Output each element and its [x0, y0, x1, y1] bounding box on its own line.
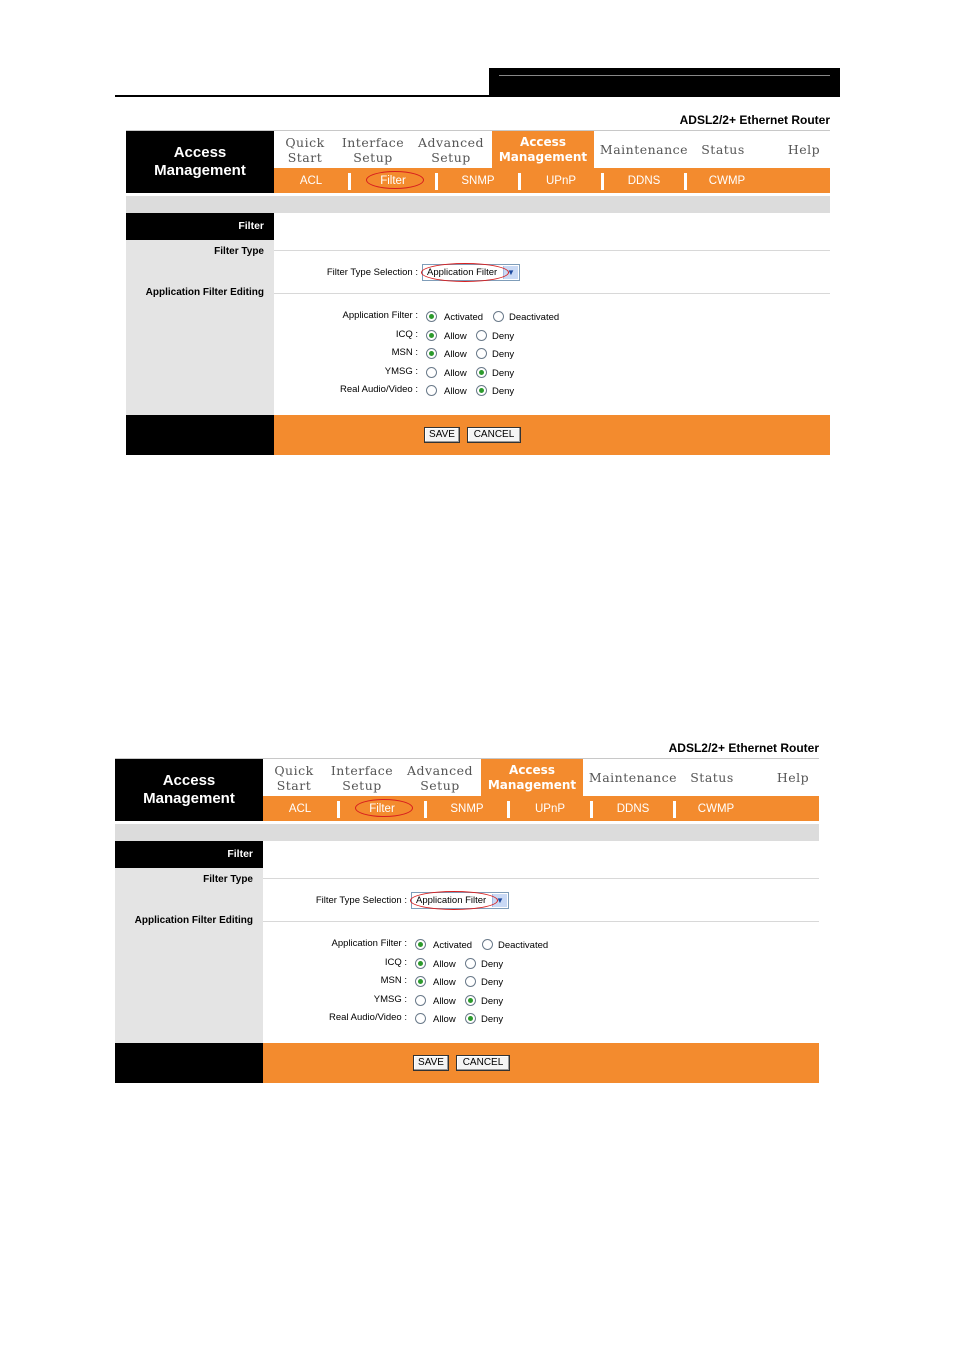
radio-option-1-label: Allow [444, 349, 467, 360]
editing-label: Application Filter Editing [145, 287, 264, 298]
filter-type-label: Filter Type [214, 246, 264, 257]
nav-status[interactable]: Status [701, 142, 745, 157]
radio-option-1-label: Allow [444, 367, 467, 379]
filter-type-select[interactable]: Application Filter ▼ [411, 892, 509, 909]
radio-option-1-label: Allow [433, 995, 456, 1007]
radio-option-2[interactable] [493, 311, 504, 322]
radio-option-1[interactable] [415, 995, 426, 1006]
chevron-down-icon[interactable]: ▼ [492, 894, 507, 907]
radio-option-1-label: Allow [433, 977, 456, 988]
radio-option-1[interactable] [426, 385, 437, 396]
subnav-ddns[interactable]: DDNS [627, 174, 661, 187]
radio-option-1-label: Allow [444, 330, 467, 342]
radio-option-2[interactable] [482, 939, 493, 950]
radio-option-1[interactable] [426, 330, 437, 341]
nav-advanced-setup[interactable]: Advanced Setup [418, 134, 484, 165]
option-label: MSN : [380, 975, 407, 986]
option-label: Real Audio/Video : [340, 384, 418, 395]
subnav-filter[interactable]: Filter [380, 174, 406, 187]
form-panel [274, 213, 830, 415]
page-header-bar [489, 68, 840, 97]
nav-help[interactable]: Help [776, 770, 810, 785]
product-name: ADSL2/2+ Ethernet Router [668, 741, 819, 755]
subnav-upnp[interactable]: UPnP [545, 174, 577, 187]
radio-option-2-label: Deny [481, 977, 504, 988]
radio-option-2-label: Deny [492, 386, 515, 397]
option-label: MSN : [391, 347, 418, 358]
radio-option-2[interactable] [476, 385, 487, 396]
cancel-button[interactable]: CANCEL [467, 427, 521, 443]
option-label: Application Filter : [331, 938, 407, 949]
nav-maintenance[interactable]: Maintenance [599, 142, 689, 157]
section-logo: Access Management [115, 759, 263, 821]
filter-section-tab: Filter [115, 841, 263, 868]
save-button[interactable]: SAVE [413, 1055, 449, 1071]
sub-nav [263, 796, 819, 821]
radio-option-2-label: Deny [481, 1014, 504, 1025]
subnav-cwmp[interactable]: CWMP [697, 802, 735, 815]
radio-option-2-label: Deny [492, 367, 515, 379]
subnav-snmp[interactable]: SNMP [450, 802, 484, 815]
subnav-acl[interactable]: ACL [288, 802, 312, 815]
subnav-filter[interactable]: Filter [369, 802, 395, 815]
filter-section-tab: Filter [126, 213, 274, 240]
left-panel [115, 868, 263, 1043]
radio-option-2-label: Deny [492, 330, 515, 342]
nav-access-management[interactable]: Access Management [492, 131, 594, 168]
radio-option-1[interactable] [426, 348, 437, 359]
option-label: ICQ : [384, 956, 407, 968]
nav-interface-setup[interactable]: Interface Setup [341, 134, 405, 165]
radio-option-2-label: Deny [481, 958, 504, 970]
radio-option-1[interactable] [426, 367, 437, 378]
radio-option-2[interactable] [476, 330, 487, 341]
radio-option-1[interactable] [415, 958, 426, 969]
radio-option-1[interactable] [415, 939, 426, 950]
radio-option-2-label: Deny [481, 995, 504, 1007]
subnav-snmp[interactable]: SNMP [461, 174, 495, 187]
nav-interface-setup[interactable]: Interface Setup [330, 762, 394, 793]
filter-type-selection-label: Filter Type Selection : [326, 267, 418, 278]
chevron-down-icon[interactable]: ▼ [503, 266, 518, 279]
radio-option-2[interactable] [465, 976, 476, 987]
filter-type-select[interactable]: Application Filter ▼ [422, 264, 520, 281]
radio-option-2[interactable] [476, 348, 487, 359]
radio-option-2-label: Deny [492, 349, 515, 360]
nav-help[interactable]: Help [787, 142, 821, 157]
radio-option-1-label: Activated [433, 940, 473, 951]
radio-option-1[interactable] [415, 976, 426, 987]
highlight-ring [366, 171, 424, 189]
filter-type-selection-label: Filter Type Selection : [315, 895, 407, 906]
highlight-ring [410, 891, 498, 910]
option-label: Application Filter : [342, 310, 418, 321]
radio-option-1-label: Allow [444, 386, 467, 397]
subnav-ddns[interactable]: DDNS [616, 802, 650, 815]
radio-option-1[interactable] [426, 311, 437, 322]
editing-label: Application Filter Editing [134, 915, 253, 926]
router-screenshot-1 [126, 113, 830, 455]
radio-option-2[interactable] [465, 1013, 476, 1024]
nav-quick-start[interactable]: Quick Start [274, 762, 314, 793]
cancel-button[interactable]: CANCEL [456, 1055, 510, 1071]
filter-type-label: Filter Type [203, 874, 253, 885]
product-name: ADSL2/2+ Ethernet Router [679, 113, 830, 127]
option-label: ICQ : [395, 328, 418, 340]
option-label: YMSG : [384, 365, 418, 377]
radio-option-1-label: Allow [433, 1014, 456, 1025]
subnav-acl[interactable]: ACL [299, 174, 323, 187]
nav-status[interactable]: Status [690, 770, 734, 785]
subnav-upnp[interactable]: UPnP [534, 802, 566, 815]
radio-option-2[interactable] [476, 367, 487, 378]
router-screenshot-2 [115, 741, 819, 1083]
nav-maintenance[interactable]: Maintenance [588, 770, 678, 785]
subnav-cwmp[interactable]: CWMP [708, 174, 746, 187]
nav-access-management[interactable]: Access Management [481, 759, 583, 796]
main-nav [274, 131, 830, 168]
nav-quick-start[interactable]: Quick Start [285, 134, 325, 165]
main-nav [263, 759, 819, 796]
radio-option-2[interactable] [465, 995, 476, 1006]
action-bar [263, 1043, 819, 1083]
radio-option-1-label: Activated [444, 312, 484, 323]
radio-option-2-label: Deactivated [509, 312, 560, 323]
radio-option-1-label: Allow [433, 958, 456, 970]
section-logo: Access Management [126, 131, 274, 193]
radio-option-1[interactable] [415, 1013, 426, 1024]
option-label: YMSG : [373, 993, 407, 1005]
radio-option-2[interactable] [465, 958, 476, 969]
option-label: Real Audio/Video : [329, 1012, 407, 1023]
nav-advanced-setup[interactable]: Advanced Setup [407, 762, 473, 793]
save-button[interactable]: SAVE [424, 427, 460, 443]
highlight-ring [421, 263, 509, 282]
highlight-ring [355, 799, 413, 817]
radio-option-2-label: Deactivated [498, 940, 549, 951]
sub-nav [274, 168, 830, 193]
action-bar [274, 415, 830, 455]
left-panel [126, 240, 274, 415]
form-panel [263, 841, 819, 1043]
